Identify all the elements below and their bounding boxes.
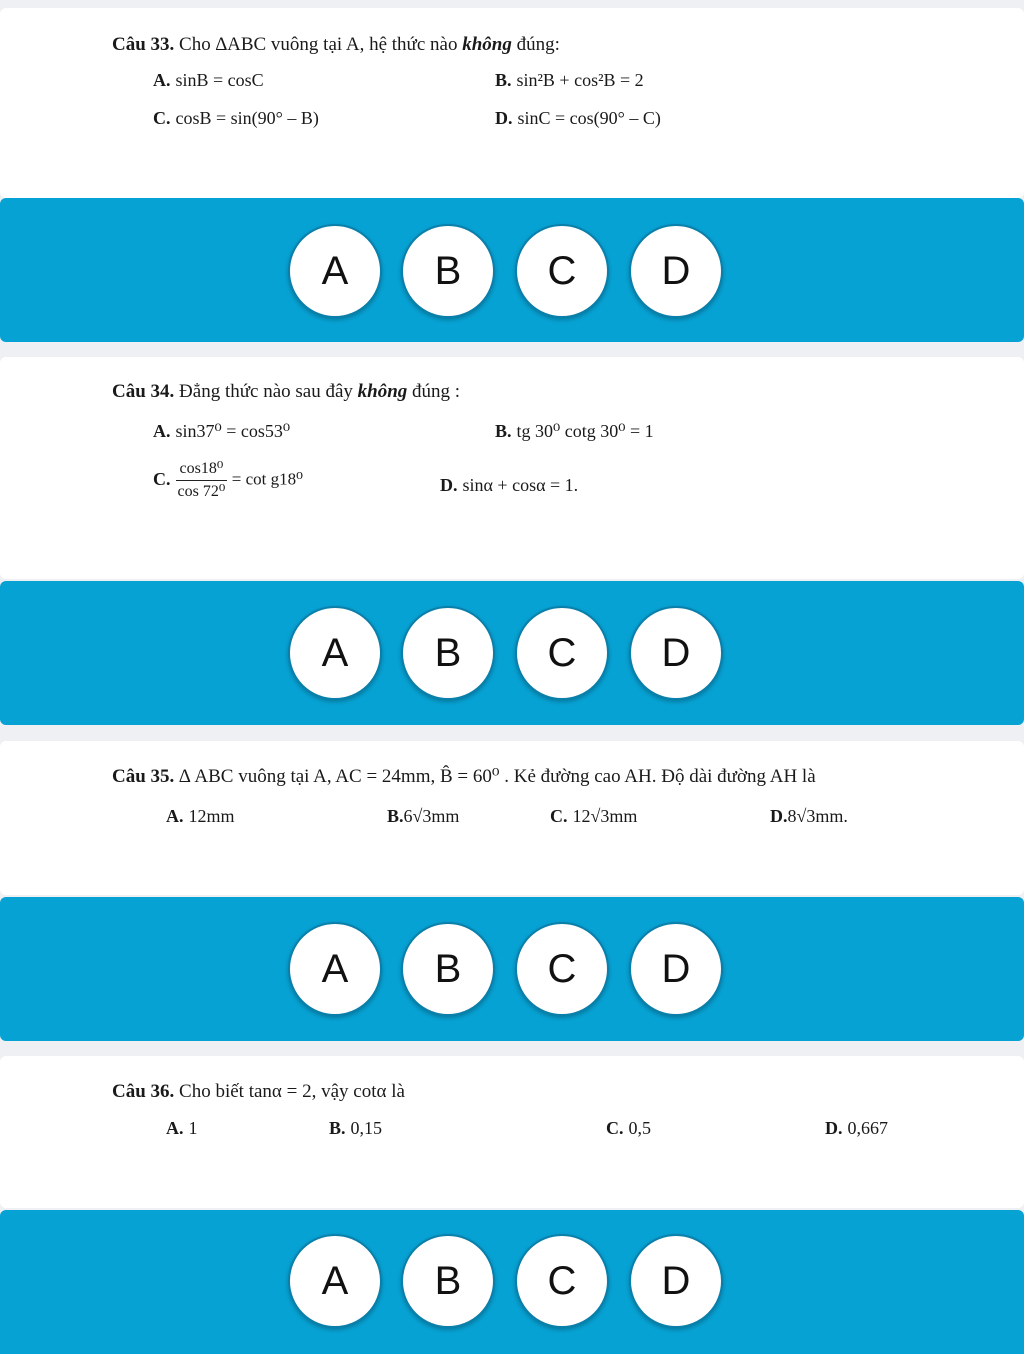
question-text: Đẳng thức nào sau đây (179, 381, 358, 402)
question-text-end: đúng : (407, 381, 461, 402)
answer-button-a[interactable]: A (288, 1234, 382, 1328)
answer-button-b[interactable]: B (401, 224, 495, 318)
question-number: Câu 33. (112, 34, 175, 55)
question-number: Câu 34. (112, 381, 175, 402)
answer-band-33 (0, 198, 1024, 342)
question-title (112, 765, 816, 789)
question-text: Cho ∆ABC vuông tại A, hệ thức nào (179, 34, 463, 55)
option-c: C. $\frac{\text{cos18⁰}}{\text{cos 72⁰}}$ = cot g18⁰ (153, 458, 303, 503)
question-emphasis: không (357, 381, 408, 402)
answer-band-34 (0, 581, 1024, 725)
question-text: ∆ ABC vuông tại A, AC = 24mm, B̂ = 60⁰ . Kẻ đường cao AH. Độ dài đường AH là (179, 766, 816, 787)
option-a: A. 12mm (166, 806, 235, 826)
answer-button-b[interactable]: B (401, 606, 495, 700)
option-b: B.6√3mm (387, 806, 460, 826)
option-b: B. tg 30⁰ cotg 30⁰ = 1 (495, 421, 654, 441)
question-emphasis: không (462, 34, 512, 55)
question-card-33 (0, 8, 1024, 198)
question-text: Cho biết tanα = 2, vậy cotα là (179, 1081, 405, 1102)
answer-button-d[interactable]: D (629, 224, 723, 318)
question-title (112, 33, 560, 57)
option-c: C. 0,5 (606, 1118, 651, 1138)
option-d: D. 0,667 (825, 1118, 888, 1138)
answer-button-c[interactable]: C (515, 606, 609, 700)
answer-button-b[interactable]: B (401, 1234, 495, 1328)
answer-button-c[interactable]: C (515, 1234, 609, 1328)
question-card-34 (0, 357, 1024, 579)
option-d: D.8√3mm. (770, 806, 848, 826)
option-d: D. sinC = cos(90° – C) (495, 108, 661, 128)
question-number: Câu 36. (112, 1081, 175, 1102)
option-b: B. 0,15 (329, 1118, 383, 1138)
option-a: A. 1 (166, 1118, 198, 1138)
option-a: A. sinB = cosC (153, 70, 264, 90)
question-number: Câu 35. (112, 766, 175, 787)
question-title (112, 1080, 405, 1104)
answer-button-a[interactable]: A (288, 606, 382, 700)
answer-button-c[interactable]: C (515, 224, 609, 318)
option-d: D. sinα + cosα = 1. (440, 475, 579, 495)
answer-button-d[interactable]: D (629, 606, 723, 700)
answer-button-a[interactable]: A (288, 922, 382, 1016)
question-text-end: đúng: (511, 34, 560, 55)
answer-band-35 (0, 897, 1024, 1041)
option-a: A. sin37⁰ = cos53⁰ (153, 421, 291, 441)
fraction: $\frac{\text{cos18⁰}}{\text{cos 72⁰}}$ (177, 460, 226, 500)
option-c: C. 12√3mm (550, 806, 638, 826)
question-title (112, 380, 460, 404)
answer-button-b[interactable]: B (401, 922, 495, 1016)
answer-button-c[interactable]: C (515, 922, 609, 1016)
answer-button-d[interactable]: D (629, 922, 723, 1016)
answer-button-a[interactable]: A (288, 224, 382, 318)
answer-band-36 (0, 1210, 1024, 1354)
option-b: B. sin²B + cos²B = 2 (495, 70, 644, 90)
option-c: C. cosB = sin(90° – B) (153, 108, 319, 128)
question-card-35 (0, 741, 1024, 895)
answer-button-d[interactable]: D (629, 1234, 723, 1328)
question-card-36 (0, 1056, 1024, 1208)
